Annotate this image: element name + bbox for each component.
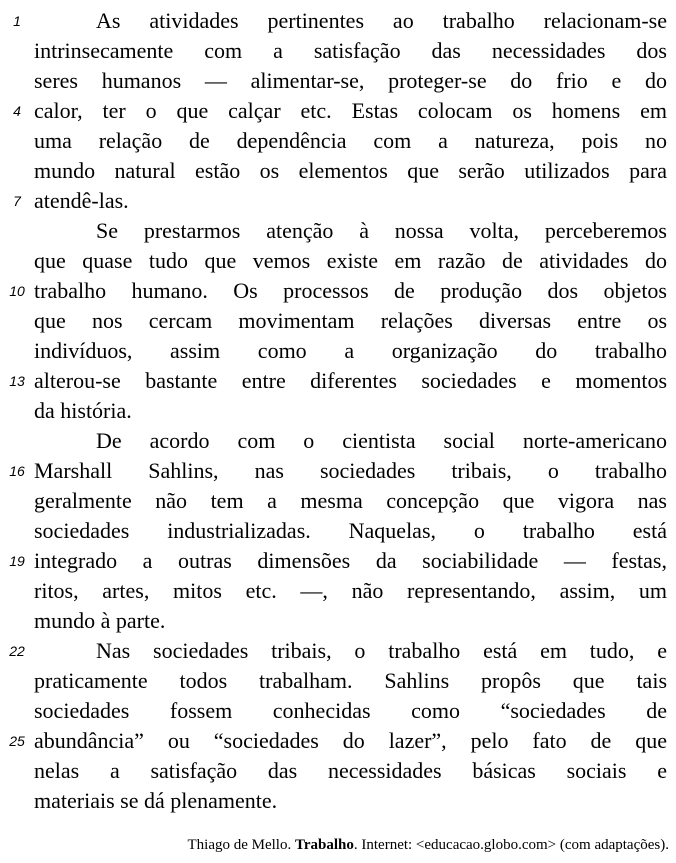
- line-number: 25: [9, 733, 25, 749]
- line-number: [4, 66, 30, 96]
- attribution-line: [0, 836, 669, 854]
- line-text: mundo à parte.: [34, 608, 166, 633]
- line-text: sociedades fossem conhecidas como “sociedades de: [34, 698, 667, 723]
- line-text: Nas sociedades tribais, o trabalho está em tudo, e: [96, 638, 667, 663]
- line-number: [4, 156, 30, 186]
- line-number: [4, 696, 30, 726]
- line-text: que nos cercam movimentam relações diversas entre os: [34, 308, 667, 333]
- text-line: [0, 426, 676, 456]
- line-number: [4, 336, 30, 366]
- line-text: calor, ter o que calçar etc. Estas colocam os homens em: [34, 98, 667, 123]
- line-number: 10: [9, 283, 25, 299]
- attribution-author: Thiago de Mello.: [187, 837, 295, 853]
- line-number: 13: [9, 373, 25, 389]
- line-number: 16: [9, 463, 25, 479]
- line-number: [4, 306, 30, 336]
- line-number: [4, 216, 30, 246]
- line-text: abundância” ou “sociedades do lazer”, pelo fato de que: [34, 728, 667, 753]
- text-line: [0, 336, 676, 366]
- line-text: geralmente não tem a mesma concepção que vigora nas: [34, 488, 667, 513]
- text-line: [0, 666, 676, 696]
- text-line: [0, 306, 676, 336]
- line-text: indivíduos, assim como a organização do trabalho: [34, 338, 667, 363]
- text-line: [0, 726, 676, 756]
- text-line: [0, 696, 676, 726]
- text-line: [0, 546, 676, 576]
- text-line: [0, 366, 676, 396]
- text-line: [0, 6, 676, 36]
- line-text: seres humanos — alimentar-se, proteger-se do frio e do: [34, 68, 667, 93]
- line-text: Marshall Sahlins, nas sociedades tribais, o trabalho: [34, 458, 667, 483]
- line-number: [4, 606, 30, 636]
- line-number: 4: [13, 103, 21, 119]
- text-line: [0, 156, 676, 186]
- line-number: 19: [9, 553, 25, 569]
- line-number: [4, 486, 30, 516]
- text-line: [0, 786, 676, 816]
- line-text: ritos, artes, mitos etc. —, não representando, assim, um: [34, 578, 667, 603]
- text-line: [0, 126, 676, 156]
- text-line: [0, 636, 676, 666]
- line-number: [4, 756, 30, 786]
- text-line: [0, 756, 676, 786]
- attribution-title: Trabalho: [294, 837, 354, 853]
- line-number: 22: [9, 643, 25, 659]
- line-number: 7: [13, 193, 21, 209]
- text-line: [0, 66, 676, 96]
- line-text: nelas a satisfação das necessidades básicas sociais e: [34, 758, 667, 783]
- line-number: [4, 396, 30, 426]
- line-number: [4, 516, 30, 546]
- text-line: [0, 396, 676, 426]
- text-line: [0, 486, 676, 516]
- line-number: [4, 246, 30, 276]
- text-line: [0, 216, 676, 246]
- line-number: [4, 36, 30, 66]
- text-line: [0, 516, 676, 546]
- line-text: integrado a outras dimensões da sociabilidade — festas,: [34, 548, 667, 573]
- line-text: praticamente todos trabalham. Sahlins propôs que tais: [34, 668, 667, 693]
- line-text: intrinsecamente com a satisfação das necessidades dos: [34, 38, 667, 63]
- text-line: [0, 276, 676, 306]
- line-text: trabalho humano. Os processos de produção dos objetos: [34, 278, 667, 303]
- line-text: materiais se dá plenamente.: [34, 788, 278, 813]
- line-number: [4, 786, 30, 816]
- text-line: [0, 576, 676, 606]
- line-number: [4, 126, 30, 156]
- line-number: [4, 666, 30, 696]
- text-line: [0, 36, 676, 66]
- text-line: [0, 246, 676, 276]
- line-number: 1: [13, 13, 21, 29]
- line-text: mundo natural estão os elementos que serão utilizados para: [34, 158, 667, 183]
- line-text: sociedades industrializadas. Naquelas, o trabalho está: [34, 518, 667, 543]
- line-text: De acordo com o cientista social norte-americano: [96, 428, 667, 453]
- text-line: [0, 186, 676, 216]
- line-text: As atividades pertinentes ao trabalho relacionam-se: [96, 8, 667, 33]
- line-text: Se prestarmos atenção à nossa volta, perceberemos: [96, 218, 667, 243]
- line-text: que quase tudo que vemos existe em razão de atividades do: [34, 248, 667, 273]
- text-block: [0, 6, 676, 816]
- line-text: alterou-se bastante entre diferentes sociedades e momentos: [34, 368, 667, 393]
- line-text: atendê-las.: [34, 188, 129, 213]
- line-text: da história.: [34, 398, 132, 423]
- attribution-rest: . Internet: <educacao.globo.com> (com adaptações).: [353, 837, 669, 853]
- line-number: [4, 576, 30, 606]
- line-number: [4, 426, 30, 456]
- text-line: [0, 96, 676, 126]
- line-text: uma relação de dependência com a natureza, pois no: [34, 128, 667, 153]
- text-line: [0, 456, 676, 486]
- text-line: [0, 606, 676, 636]
